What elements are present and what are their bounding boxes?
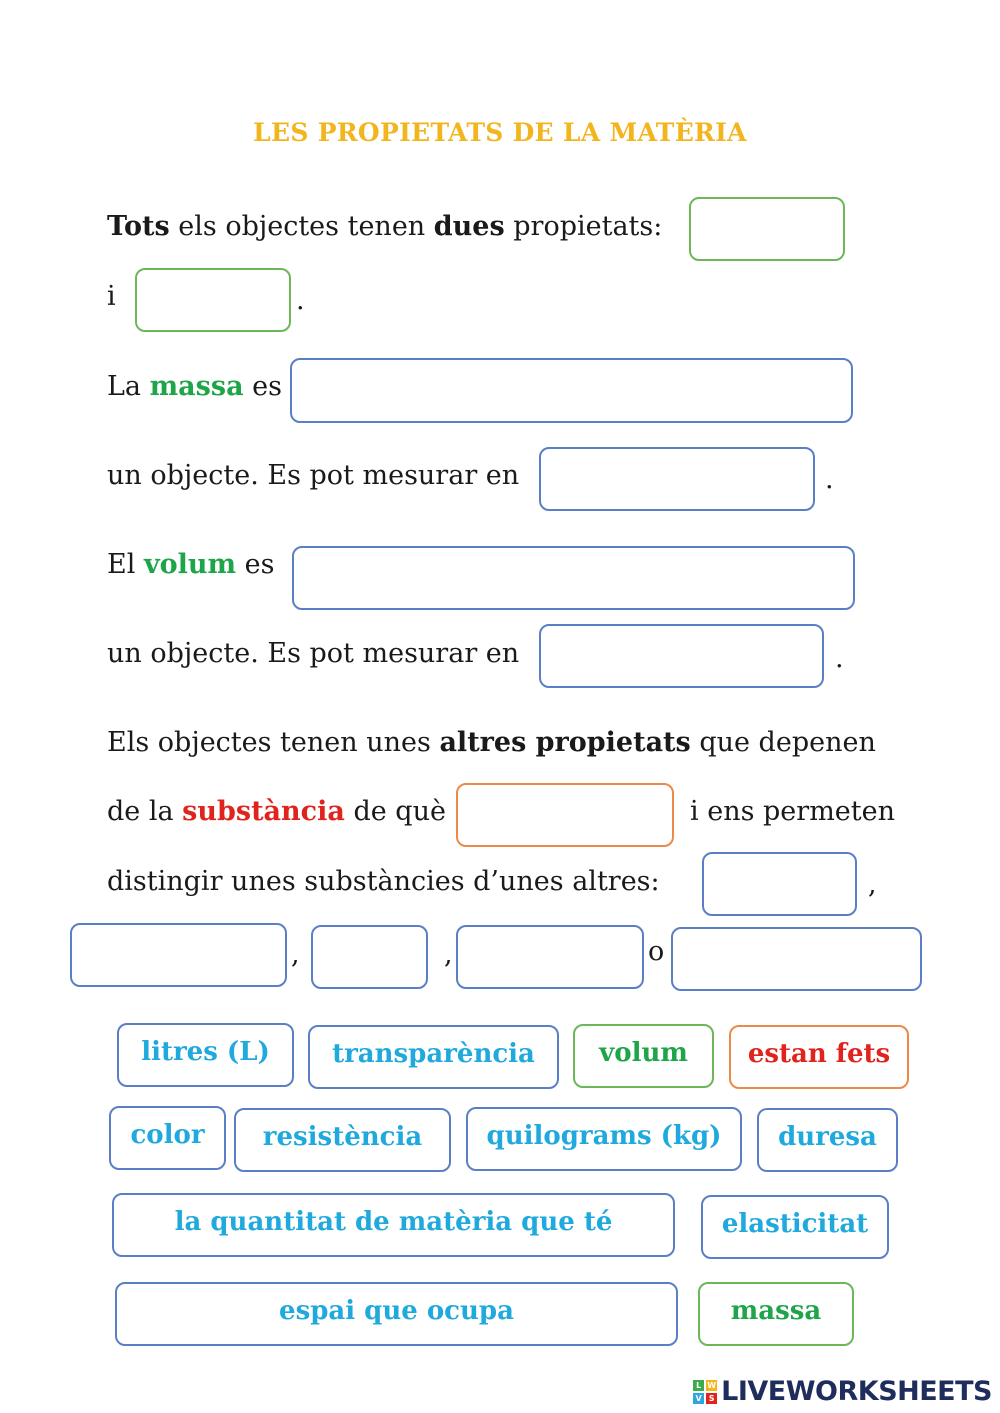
sentence-substancia xyxy=(107,795,446,829)
tile-transparencia[interactable]: transparència xyxy=(308,1025,559,1089)
answer-box-volum-definition[interactable] xyxy=(292,546,855,610)
brand-name: LIVEWORKSHEETS xyxy=(721,1376,992,1407)
text-fragment: El xyxy=(107,549,144,580)
logo-letter: S xyxy=(706,1393,717,1404)
tile-estan-fets[interactable]: estan fets xyxy=(729,1025,909,1089)
page-title: LES PROPIETATS DE LA MATÈRIA xyxy=(253,118,747,147)
period: . xyxy=(835,643,844,674)
word-tots: Tots xyxy=(107,211,170,242)
tile-elasticitat[interactable]: elasticitat xyxy=(701,1195,889,1259)
sentence-distingir: distingir unes substàncies d’unes altres: xyxy=(107,866,660,897)
text-fragment: La xyxy=(107,371,150,402)
answer-box-property-2[interactable] xyxy=(135,268,291,332)
word-volum: volum xyxy=(143,549,237,580)
word-substancia: substància xyxy=(182,796,345,827)
answer-box-property-d[interactable] xyxy=(456,925,644,989)
word-dues: dues xyxy=(433,211,505,242)
period: . xyxy=(825,464,834,495)
comma: , xyxy=(444,939,453,970)
text-fragment: de què xyxy=(344,796,446,827)
answer-box-property-a[interactable] xyxy=(702,852,857,916)
word-massa: massa xyxy=(149,371,244,402)
answer-box-massa-definition[interactable] xyxy=(290,358,853,423)
answer-box-volum-unit[interactable] xyxy=(539,624,824,688)
text-fragment: que depenen xyxy=(690,727,876,758)
liveworksheets-logo xyxy=(693,1376,992,1407)
phrase-altres-propietats: altres propietats xyxy=(439,727,691,758)
text-fragment: els objectes tenen xyxy=(169,211,434,242)
tile-quilograms[interactable]: quilograms (kg) xyxy=(466,1107,742,1171)
text-fragment: propietats: xyxy=(504,211,663,242)
answer-box-property-1[interactable] xyxy=(689,197,845,261)
logo-icon xyxy=(693,1380,717,1404)
answer-box-property-c[interactable] xyxy=(311,925,428,989)
comma: , xyxy=(868,869,877,900)
sentence-1 xyxy=(107,210,662,244)
tile-quantitat-materia[interactable]: la quantitat de matèria que té xyxy=(112,1193,675,1257)
comma: , xyxy=(291,939,300,970)
logo-letter: W xyxy=(707,1380,717,1390)
tile-duresa[interactable]: duresa xyxy=(757,1108,898,1172)
tile-espai-que-ocupa[interactable]: espai que ocupa xyxy=(115,1282,678,1346)
answer-box-property-e[interactable] xyxy=(671,927,922,991)
answer-box-massa-unit[interactable] xyxy=(539,447,815,511)
tile-color[interactable]: color xyxy=(109,1106,226,1170)
conjunction-o: o xyxy=(648,936,665,967)
tile-litres[interactable]: litres (L) xyxy=(117,1023,294,1087)
answer-box-property-b[interactable] xyxy=(70,923,287,987)
sentence-volum-unit: un objecte. Es pot mesurar en xyxy=(107,638,520,669)
text-fragment: es xyxy=(236,549,275,580)
conjunction-i: i xyxy=(107,281,116,312)
sentence-volum xyxy=(107,548,275,582)
logo-letter: V xyxy=(693,1393,704,1404)
period: . xyxy=(296,285,305,316)
text-fragment: de la xyxy=(107,796,183,827)
text-fragment: es xyxy=(243,371,282,402)
text-fragment: i ens permeten xyxy=(690,796,895,827)
text-fragment: Els objectes tenen unes xyxy=(107,727,440,758)
sentence-massa-unit: un objecte. Es pot mesurar en xyxy=(107,460,520,491)
logo-letter: L xyxy=(693,1380,704,1391)
tile-resistencia[interactable]: resistència xyxy=(234,1108,451,1172)
answer-box-estan-fets[interactable] xyxy=(456,783,674,847)
sentence-massa xyxy=(107,370,282,404)
tile-massa[interactable]: massa xyxy=(698,1282,854,1346)
tile-volum[interactable]: volum xyxy=(573,1024,714,1088)
sentence-other-properties xyxy=(107,726,876,760)
